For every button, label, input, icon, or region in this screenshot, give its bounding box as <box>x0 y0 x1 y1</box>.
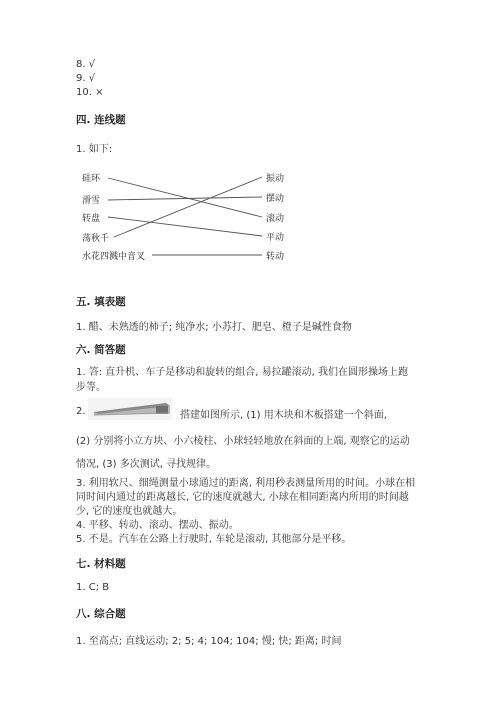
section5-item1: 1. 醋、未熟透的柿子; 纯净水; 小苏打、肥皂、橙子是碱性食物 <box>76 322 352 333</box>
section6-item2-line3: 情况, (3) 多次测试, 寻找规律。 <box>76 459 217 470</box>
answer-9: 9. √ <box>76 73 96 84</box>
left-item-4: 荡秋千 <box>82 234 110 244</box>
section6-title: 六. 简答题 <box>76 344 126 356</box>
section7-item1: 1. C; B <box>76 582 110 593</box>
section6-item3-line3: 少, 它的速度也就越大。 <box>76 506 183 517</box>
section6-item4: 4. 平移、转动、滚动、摆动、振动。 <box>76 520 239 531</box>
section6-item2-line2: (2) 分别将小立方块、小六棱柱、小球轻轻地放在斜面的上端, 观察它的运动 <box>76 436 410 447</box>
section7-title: 七. 材料题 <box>76 558 126 570</box>
section4-title: 四. 连线题 <box>76 114 126 126</box>
left-item-2: 滑雪 <box>82 196 101 206</box>
right-item-1: 振动 <box>266 174 285 184</box>
section4-item1: 1. 如下: <box>76 144 113 155</box>
match-line-4 <box>114 177 262 237</box>
section6-item5: 5. 不是。汽车在公路上行驶时, 车轮是滚动, 其他部分是平移。 <box>76 534 352 545</box>
right-item-4: 平动 <box>266 233 285 243</box>
section6-item2-number: 2. <box>76 406 86 417</box>
right-item-2: 摆动 <box>266 194 285 204</box>
section6-item1-line2: 步等。 <box>76 382 106 393</box>
answer-10: 10. × <box>76 87 104 98</box>
right-item-3: 滚动 <box>266 214 285 224</box>
ramp-photo <box>88 398 172 420</box>
matching-diagram <box>76 166 336 276</box>
left-item-5: 水花四溅中音叉 <box>82 252 146 262</box>
section5-title: 五. 填表题 <box>76 296 126 308</box>
answer-8: 8. √ <box>76 59 96 70</box>
section6-item1-line1: 1. 答: 直升机、车子是移动和旋转的组合, 易拉罐滚动, 我们在圆形操场上跑 <box>76 367 408 378</box>
left-item-1: 硅环 <box>82 174 101 184</box>
section8-title: 八. 综合题 <box>76 608 126 620</box>
section6-item2-line1: 搭建如图所示, (1) 用木块和木板搭建一个斜面, <box>180 410 387 421</box>
match-line-3 <box>108 217 262 236</box>
left-item-3: 转盘 <box>82 214 101 224</box>
section6-item3-line2: 同时间内通过的距离越长, 它的速度就越大, 小球在相同距离内所用的时间越 <box>76 492 409 503</box>
section6-item3-line1: 3. 利用软尺、细绳测量小球通过的距离, 利用秒表测量所用的时间。小球在相 <box>76 478 416 489</box>
right-item-5: 转动 <box>266 252 285 262</box>
section8-item1: 1. 至高点; 直线运动; 2; 5; 4; 104; 104; 慢; 快; 距离; 时间 <box>76 636 342 647</box>
